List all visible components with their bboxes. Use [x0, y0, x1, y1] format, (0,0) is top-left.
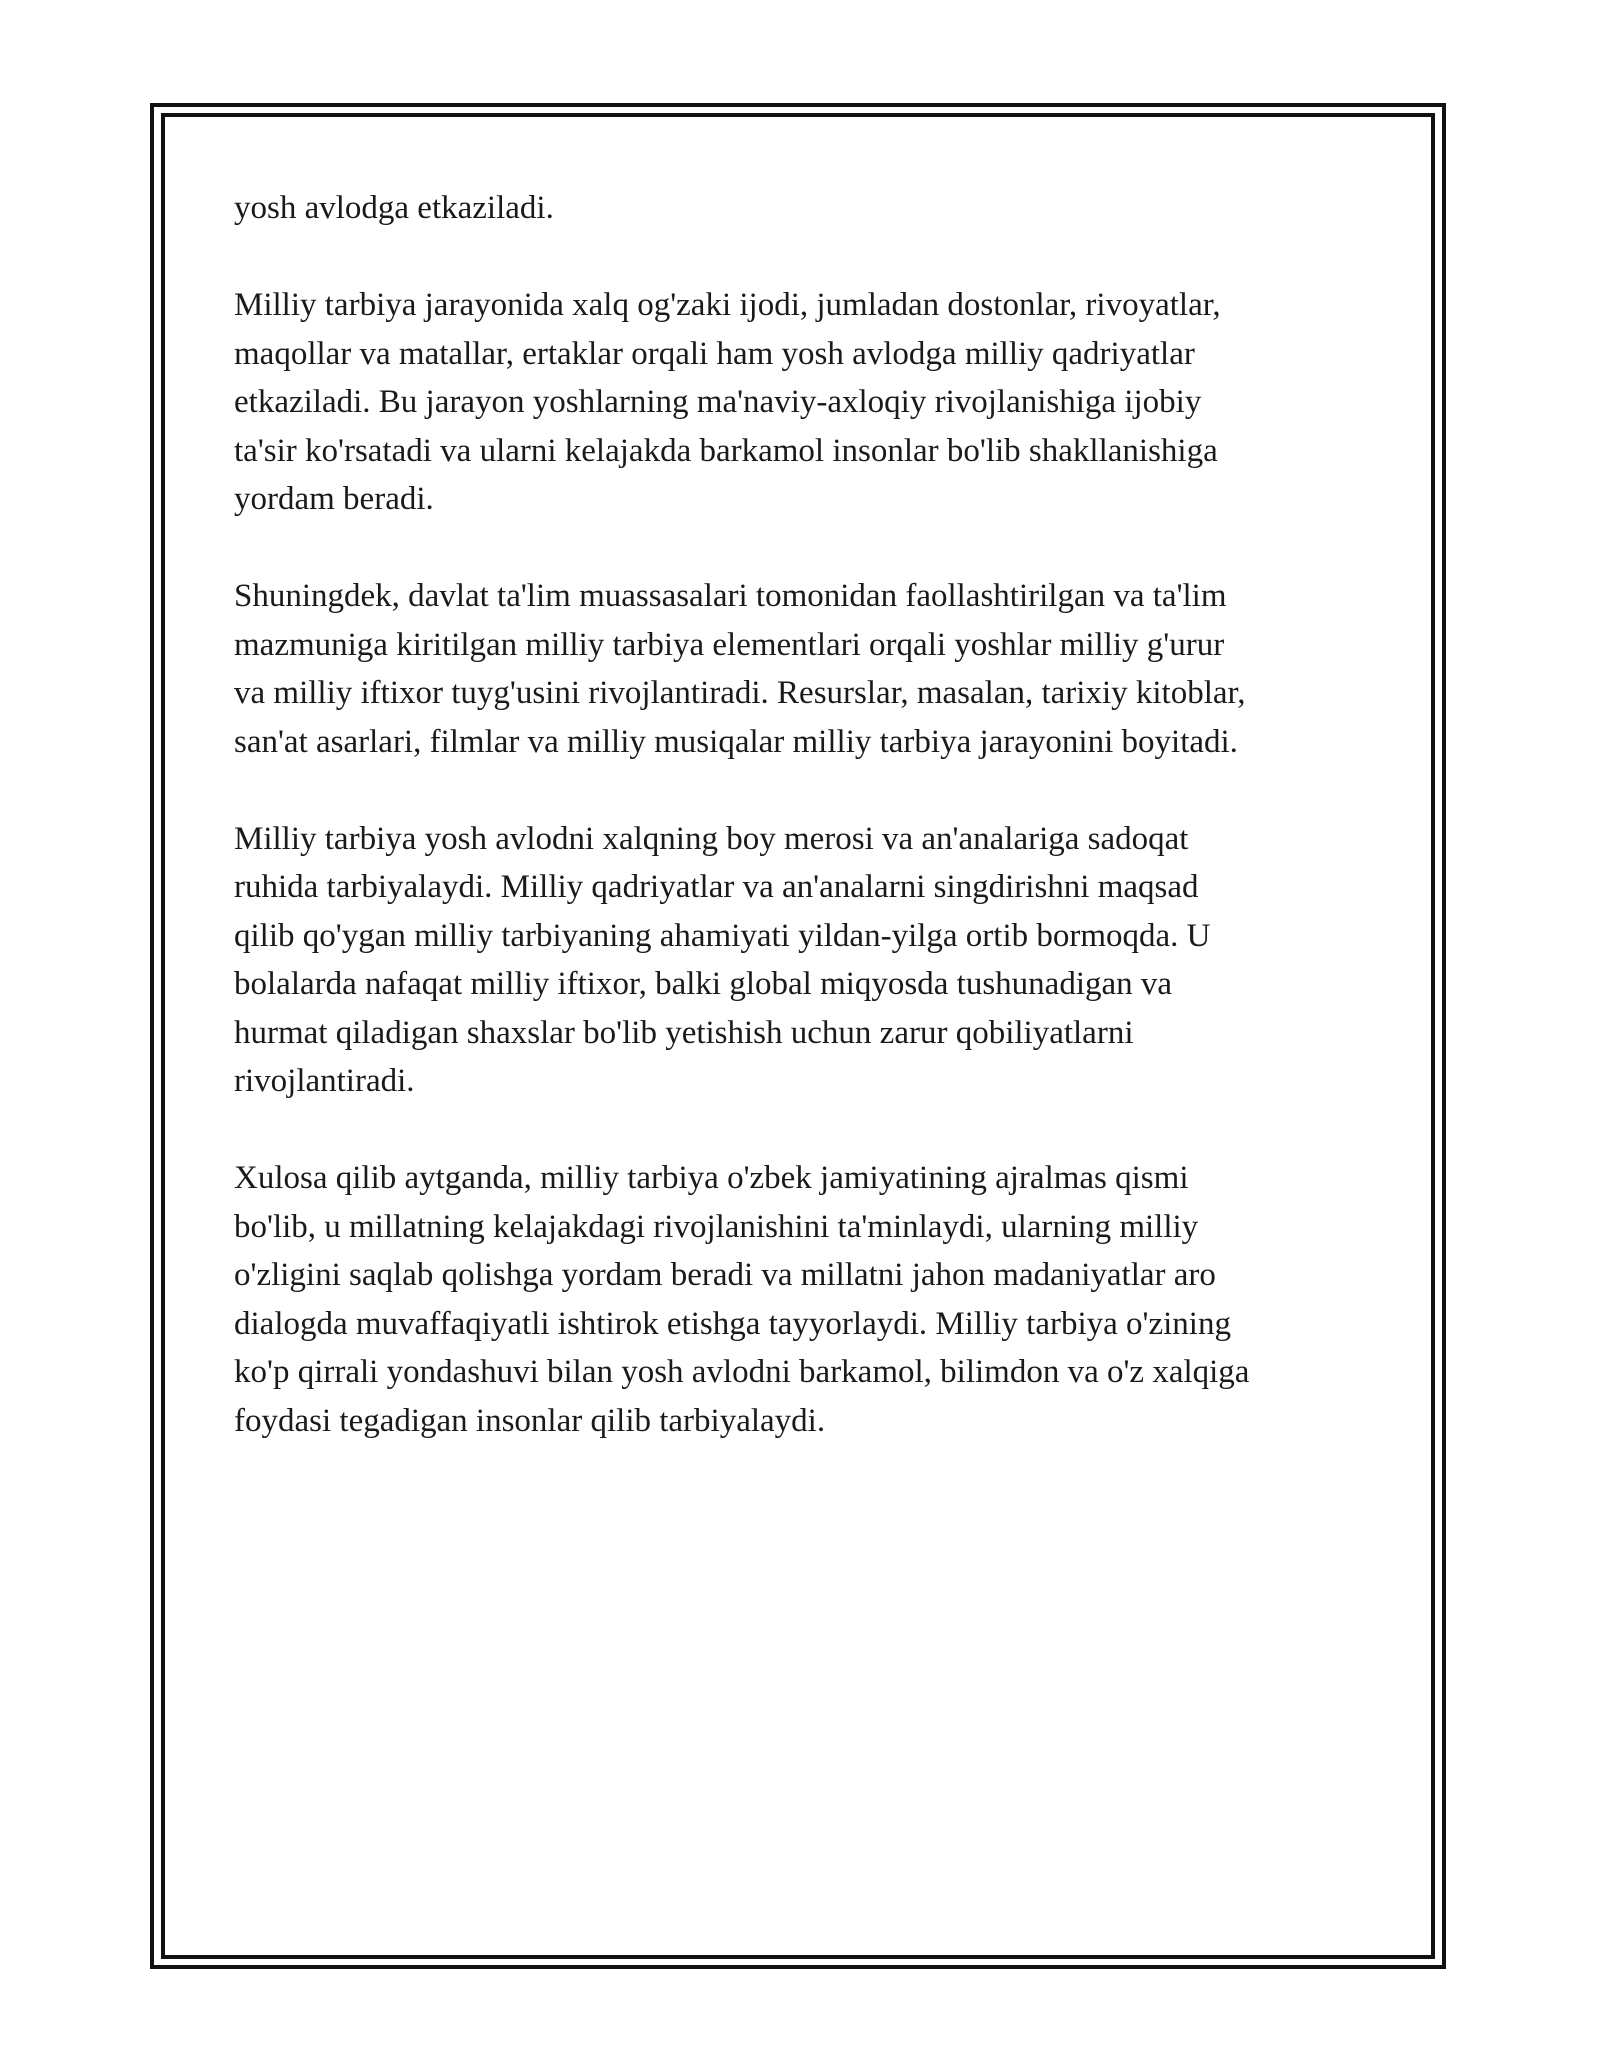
text-line: dialogda muvaffaqiyatli ishtirok etishga tayyorlaydi. Milliy tarbiya o'zining [234, 1305, 1231, 1342]
text-line: hurmat qiladigan shaxslar bo'lib yetishish uchun zarur qobiliyatlarni [234, 1014, 1134, 1051]
text-line: bolalarda nafaqat milliy iftixor, balki global miqyosda tushunadigan va [234, 966, 1173, 1002]
text-line: bo'lib, u millatning kelajakdagi rivojlanishini ta'minlaydi, ularning milliy [234, 1208, 1199, 1245]
text-line: maqollar va matallar, ertaklar orqali ham yosh avlodga milliy qadriyatlar [234, 335, 1195, 372]
text-line: va milliy iftixor tuyg'usini rivojlantiradi. Resurslar, masalan, tarixiy kitoblar, [234, 675, 1246, 711]
text-line: yosh avlodga etkaziladi. [234, 190, 554, 226]
text-line: ta'sir ko'rsatadi va ularni kelajakda barkamol insonlar bo'lib shakllanishiga [234, 432, 1218, 469]
text-line: ruhida tarbiyalaydi. Milliy qadriyatlar va an'analarni singdirishni maqsad [234, 869, 1199, 905]
text-line: Shuningdek, davlat ta'lim muassasalari tomonidan faollashtirilgan va ta'lim [234, 578, 1227, 614]
text-line: san'at asarlari, filmlar va milliy musiqalar milliy tarbiya jarayonini boyitadi. [234, 723, 1238, 760]
text-line: yordam beradi. [234, 481, 434, 517]
paragraph [234, 815, 1374, 1106]
text-line: foydasi tegadigan insonlar qilib tarbiyalaydi. [234, 1402, 826, 1439]
text-line: Milliy tarbiya yosh avlodni xalqning boy merosi va an'analariga sadoqat [234, 820, 1189, 857]
text-line: qilib qo'ygan milliy tarbiyaning ahamiyati yildan-yilga ortib bormoqda. U [234, 917, 1211, 954]
paragraph [234, 572, 1374, 766]
paragraph [234, 184, 1374, 233]
paragraph [234, 281, 1374, 524]
paragraph [234, 1154, 1374, 1445]
text-line: Milliy tarbiya jarayonida xalq og'zaki ijodi, jumladan dostonlar, rivoyatlar, [234, 287, 1221, 323]
text-line: ko'p qirrali yondashuvi bilan yosh avlodni barkamol, bilimdon va o'z xalqiga [234, 1354, 1250, 1390]
document-body [234, 184, 1374, 1494]
text-line: rivojlantiradi. [234, 1063, 415, 1099]
text-line: o'zligini saqlab qolishga yordam beradi va millatni jahon madaniyatlar aro [234, 1257, 1216, 1293]
text-line: etkaziladi. Bu jarayon yoshlarning ma'naviy-axloqiy rivojlanishiga ijobiy [234, 384, 1202, 420]
text-line: mazmuniga kiritilgan milliy tarbiya elementlari orqali yoshlar milliy g'urur [234, 626, 1225, 663]
text-line: Xulosa qilib aytganda, milliy tarbiya o'zbek jamiyatining ajralmas qismi [234, 1160, 1189, 1196]
